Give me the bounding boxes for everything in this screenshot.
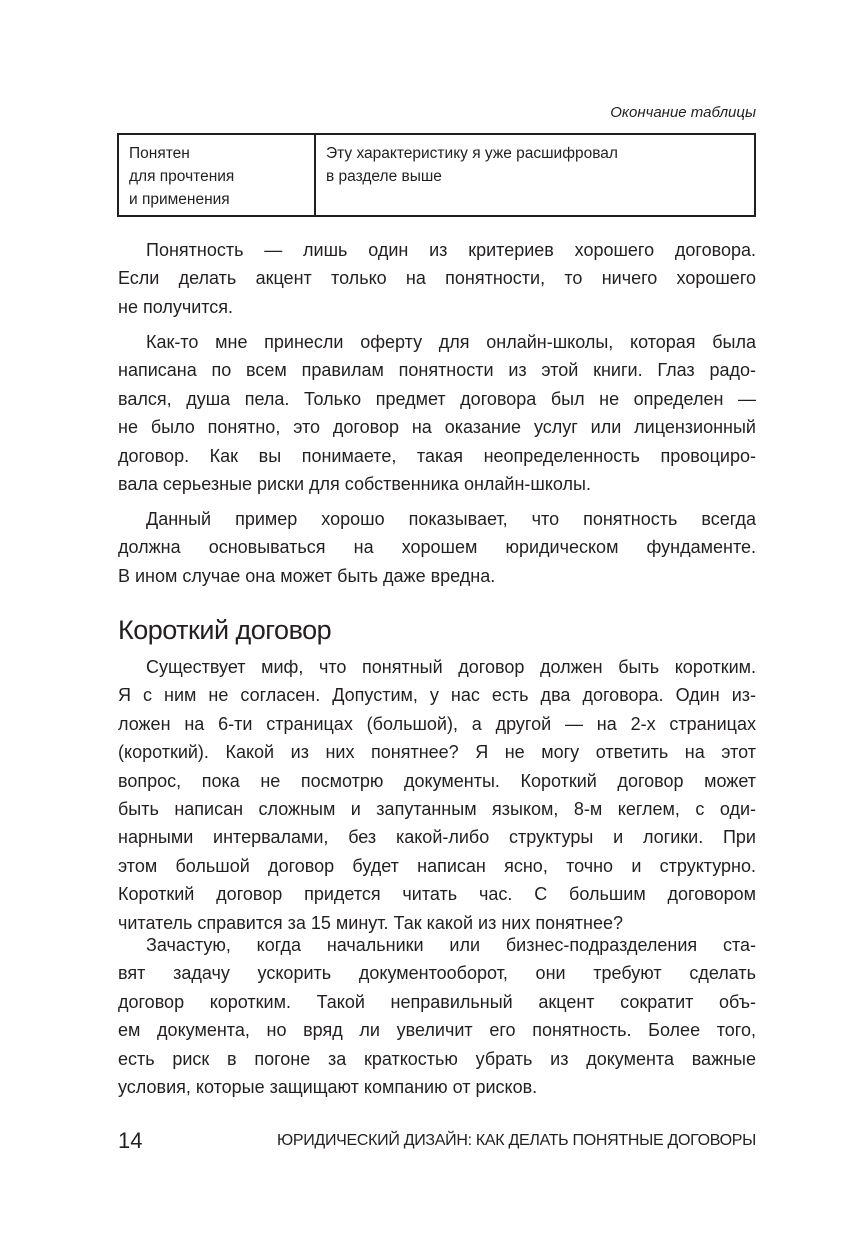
paragraph [118, 931, 756, 1101]
paragraph [118, 653, 756, 937]
cell-line: Эту характеристику я уже расшифровал [326, 145, 618, 162]
text-line: этом большой договор будет написан ясно, точно и структурно. [118, 855, 756, 876]
text-line: (короткий). Какой из них понятнее? Я не могу ответить на этот [118, 742, 756, 763]
table-row [118, 134, 755, 216]
text-line: В ином случае она может быть даже вредна. [118, 565, 496, 586]
text-line: Существует миф, что понятный договор должен быть коротким. [146, 657, 756, 677]
text-line: не получится. [118, 296, 234, 317]
text-line: договор коротким. Такой неправильный акцент сократит объ- [118, 991, 756, 1012]
continued-table [117, 133, 756, 217]
text-line: вала серьезные риски для собственника онлайн-школы. [118, 473, 591, 494]
cell-line: для прочтения [129, 168, 235, 185]
text-line: ем документа, но вряд ли увеличит его понятность. Более того, [118, 1020, 756, 1041]
table-cell-description [315, 134, 755, 216]
text-line: Я с ним не согласен. Допустим, у нас есть два договора. Один из- [118, 685, 756, 706]
text-line: ложен на 6-ти страницах (большой), а другой — на 2-х страницах [118, 713, 756, 734]
text-line: читатель справится за 15 минут. Так какой из них понятнее? [118, 912, 623, 933]
table-cell-criterion [118, 134, 315, 216]
text-line: не было понятно, это договор на оказание услуг или лицензионный [118, 417, 756, 438]
cell-line: в разделе выше [326, 168, 442, 185]
section-heading: Короткий договор [118, 615, 332, 645]
text-line: Как-то мне принесли оферту для онлайн-школы, которая была [146, 332, 756, 352]
text-line: Данный пример хорошо показывает, что понятность всегда [146, 509, 756, 529]
table-caption: Окончание таблицы [610, 104, 756, 121]
text-line: Если делать акцент только на понятности, то ничего хорошего [118, 268, 756, 289]
paragraph [118, 236, 756, 321]
text-line: договор. Как вы понимаете, такая неопределенность провоциро- [118, 445, 756, 466]
cell-line: Понятен [129, 145, 190, 162]
running-title: ЮРИДИЧЕСКИЙ ДИЗАЙН: КАК ДЕЛАТЬ ПОНЯТНЫЕ ДОГОВОРЫ [276, 1132, 756, 1149]
paragraph [118, 328, 756, 498]
text-line: условия, которые защищают компанию от рисков. [118, 1076, 538, 1097]
text-line: быть написан сложным и запутанным языком, 8-м кеглем, с оди- [118, 798, 756, 819]
text-line: Короткий договор придется читать час. С большим договором [118, 884, 756, 905]
text-line: вался, душа пела. Только предмет договора был не определен — [118, 388, 756, 409]
text-line: написана по всем правилам понятности из этой книги. Глаз радо- [118, 360, 756, 381]
cell-line: и применения [129, 191, 230, 208]
text-line: есть риск в погоне за краткостью убрать из документа важные [118, 1048, 756, 1069]
text-line: вят задачу ускорить документооборот, они требуют сделать [118, 963, 756, 984]
text-line: Понятность — лишь один из критериев хорошего договора. [146, 240, 756, 260]
paragraph [118, 505, 756, 590]
text-line: должна основываться на хорошем юридическом фундаменте. [118, 537, 756, 558]
page-number: 14 [118, 1128, 143, 1153]
text-line: Зачастую, когда начальники или бизнес-подразделения ста- [146, 935, 756, 955]
text-line: нарными интервалами, без какой-либо структуры и логики. При [118, 827, 756, 848]
text-line: вопрос, пока не посмотрю документы. Короткий договор может [118, 770, 756, 791]
